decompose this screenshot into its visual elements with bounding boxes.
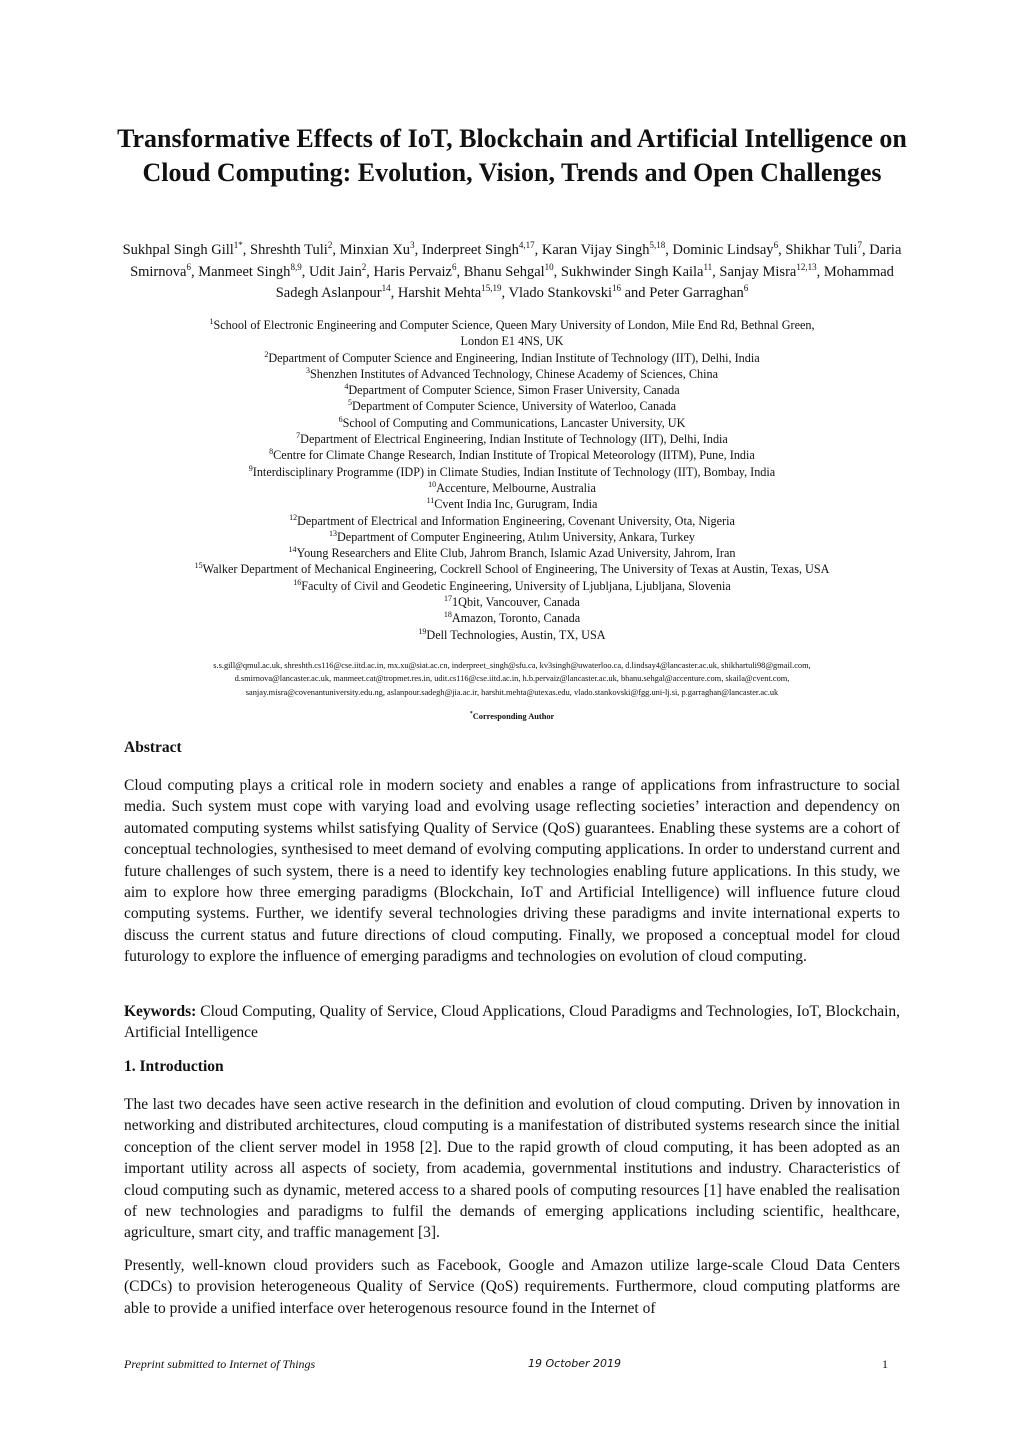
affiliation-text: 1Qbit, Vancouver, Canada (452, 595, 580, 610)
author-affiliation-mark: 16 (612, 283, 621, 294)
author-affiliation-mark: 1* (233, 240, 243, 251)
corresponding-mark: * (469, 711, 473, 717)
author-affiliation-mark: 11 (703, 261, 713, 272)
paper-title: Transformative Effects of IoT, Blockchain and Artificial Intelligence on Cloud Computing: Evolution, Vision, Trends and Open Challenges (117, 124, 907, 187)
affiliation-number: 15 (194, 561, 203, 571)
author-affiliation-mark: 2 (361, 261, 367, 272)
affiliation-line (110, 561, 914, 577)
affiliation-number: 10 (428, 479, 437, 489)
author-affiliation-mark: 15,19 (481, 283, 502, 294)
affiliation-line (110, 496, 914, 512)
affiliation-number: 12 (289, 512, 298, 522)
affiliation-text: Amazon, Toronto, Canada (451, 611, 581, 626)
affiliation-text: Department of Computer Science, University of Waterloo, Canada (351, 399, 677, 414)
author-conjunction: and (624, 285, 646, 301)
affiliation-text: School of Computing and Communications, Lancaster University, UK (342, 415, 686, 430)
author-name: Karan Vijay Singh (541, 242, 650, 258)
keywords (124, 1001, 900, 1044)
affiliation-number: 5 (347, 398, 352, 408)
affiliation-number: 18 (443, 610, 452, 620)
affiliation-text: Department of Computer Science and Engineering, Indian Institute of Technology (IIT), Delhi, India (268, 350, 760, 365)
keywords-label: Keywords: (124, 1003, 197, 1020)
author-affiliation-mark: 3 (410, 240, 415, 251)
affiliation-number: 9 (248, 463, 253, 473)
author-name: Harshit Mehta (397, 285, 482, 301)
affiliation-text: Walker Department of Mechanical Engineering, Cockrell School of Engineering, The University of Texas at Austin, Texas, USA (202, 562, 830, 577)
affiliation-number: 13 (328, 528, 337, 538)
affiliation-text: Centre for Climate Change Research, Indian Institute of Tropical Meteorology (IITM), Pune, India (273, 448, 755, 463)
affiliation-line (110, 627, 914, 643)
affiliation-line (110, 415, 914, 431)
email-list (100, 659, 924, 699)
affiliation-number: 6 (338, 414, 343, 424)
corresponding-label: Corresponding Author (472, 711, 555, 721)
author-affiliation-mark: 12,13 (796, 261, 817, 272)
author-affiliation-mark: 4,17 (518, 240, 535, 251)
author-name: Mohammad Sadegh Aslanpour (275, 263, 894, 301)
affiliation-line (110, 513, 914, 529)
footer-preprint-note: Preprint submitted to Internet of Things (124, 1357, 316, 1371)
affiliation-line (110, 480, 914, 496)
author-name: Sanjay Misra (719, 263, 797, 280)
page-number: 1 (882, 1357, 888, 1371)
author-name: Sukhwinder Singh Kaila (560, 263, 704, 280)
affiliation-text: Department of Computer Science, Simon Fraser University, Canada (348, 383, 680, 398)
author-affiliation-mark: 6 (773, 240, 779, 251)
affiliation-list (110, 317, 914, 643)
affiliation-number: 1 (209, 316, 214, 326)
abstract-text: Cloud computing plays a critical role in modern society and enables a range of applications from infrastructure to social media. Such system must cope with varying load and evolving usage reflecting societies’ interaction and dependency on automated computing systems whilst satisfying Quality of Service (QoS) guarantees. Enabling these systems are a cohort of conceptual technologies, synthesised to meet demand of evolving computing applications. In order to understand current and future challenges of such system, there is a need to identify key technologies enabling future applications. In this study, we aim to explore how three emerging paradigms (Blockchain, IoT and Artificial Intelligence) will influence future cloud computing systems. Further, we identify several technologies driving these paradigms and invite international experts to discuss the current status and future directions of cloud computing. Finally, we proposed a conceptual model for cloud futurology to explore the influence of emerging paradigms and technologies on evolution of cloud computing. (124, 777, 900, 966)
affiliation-line (110, 333, 914, 349)
email-line: d.smirnova@lancaster.ac.uk, manmeet.cat@tropmet.res.in, udit.cs116@cse.iitd.ac.in, h.b.pervaiz@lancaster.ac.uk, bhanu.sehgal@accenture.com, skaila@cvent.com, (234, 674, 790, 684)
affiliation-line (110, 610, 914, 626)
affiliation-text: Shenzhen Institutes of Advanced Technology, Chinese Academy of Sciences, China (309, 366, 718, 381)
introduction-heading: 1. Introduction (124, 1058, 224, 1075)
affiliation-text: Cvent India Inc, Gurugram, India (434, 497, 598, 512)
affiliation-text: Accenture, Melbourne, Australia (436, 480, 596, 495)
affiliation-text: Department of Computer Engineering, Atılım University, Ankara, Turkey (336, 529, 695, 544)
affiliation-text: Department of Electrical and Information Engineering, Covenant University, Ota, Nigeria (297, 513, 735, 528)
author-affiliation-mark: 6 (743, 283, 749, 294)
email-line: sanjay.misra@covenantuniversity.edu.ng, aslanpour.sadegh@jia.ac.ir, harshit.mehta@utexas.edu, vlado.stankovski@fgg.uni-lj.si, p.garraghan@lancaster.ac.uk (245, 687, 779, 697)
author-affiliation-mark: 10 (544, 261, 554, 272)
affiliation-text: Young Researchers and Elite Club, Jahrom Branch, Islamic Azad University, Jahrom, Iran (296, 546, 736, 561)
author-affiliation-mark: 5,18 (649, 240, 666, 251)
author-name: Manmeet Singh (198, 263, 291, 280)
affiliation-number: 16 (293, 577, 302, 587)
affiliation-number: 14 (288, 545, 297, 555)
author-name: Peter Garraghan (649, 285, 744, 301)
affiliation-number: 8 (269, 447, 274, 457)
affiliation-line (110, 578, 914, 594)
author-name: Vlado Stankovski (508, 285, 612, 301)
author-affiliation-mark: 8,9 (290, 261, 302, 272)
introduction-paragraph-1: The last two decades have seen active research in the definition and evolution of cloud computing. Driven by innovation in networking and distributed architectures, cloud computing is a manifestation of distributed systems research since the initial conception of the client server model in 1958 [2]. Due to the rapid growth of cloud computing, it has been adopted as an important utility across all aspects of society, from academia, governmental institutions and industry. Characteristics of cloud computing such as dynamic, metered access to a shared pools of computing resources [1] have enabled the realisation of new technologies and paradigms to fulfil the demands of emerging applications including scientific, healthcare, agriculture, smart city, and traffic management [3]. (124, 1096, 900, 1242)
affiliation-text: Department of Electrical Engineering, Indian Institute of Technology (IIT), Delhi, India (300, 432, 728, 447)
author-name: Sukhpal Singh Gill (122, 242, 234, 258)
affiliation-line (110, 382, 914, 398)
author-affiliation-mark: 6 (451, 261, 457, 272)
author-name: Udit Jain (308, 263, 362, 280)
affiliation-number: 17 (444, 593, 453, 603)
affiliation-line (110, 447, 914, 463)
affiliation-line (110, 366, 914, 382)
affiliation-text: Dell Technologies, Austin, TX, USA (426, 627, 606, 642)
author-name: Haris Pervaiz (373, 263, 452, 280)
corresponding-author-note (100, 711, 924, 721)
affiliation-line (110, 545, 914, 561)
affiliation-line (110, 594, 914, 610)
affiliation-number: 7 (296, 431, 301, 441)
author-name: Shikhar Tuli (785, 242, 858, 258)
affiliation-number: 2 (264, 349, 269, 359)
affiliation-number: 19 (418, 626, 427, 636)
abstract-heading: Abstract (124, 739, 182, 756)
affiliation-line (110, 350, 914, 366)
author-name: Minxian Xu (339, 242, 411, 258)
affiliation-text: Faculty of Civil and Geodetic Engineering, University of Ljubljana, Ljubljana, Slovenia (301, 578, 731, 593)
affiliation-number: 3 (305, 365, 310, 375)
author-name: Inderpreet Singh (421, 242, 519, 258)
keywords-text: Cloud Computing, Quality of Service, Cloud Applications, Cloud Paradigms and Technologies, IoT, Blockchain, Artificial Intelligence (124, 1003, 901, 1042)
author-name: Dominic Lindsay (672, 242, 774, 258)
author-affiliation-mark: 14 (381, 283, 391, 294)
affiliation-line (110, 464, 914, 480)
author-list: Sukhpal Singh Gill$^{1*}$, Shreshth Tuli$^2$, Minxian Xu$^3$, Inderpreet Singh$^{4,17}$, Karan Vijay Singh$^{5,18}$, Dominic Lindsay$^6$, Shikhar Tuli$^7$, Daria Smirnova$^6$, Manmeet Singh$^{8,9}$, Udit Jain$^2$, Haris Pervaiz$^6$, Bhanu Sehgal$^{10}$, Sukhwinder Singh Kaila$^{11}$, Sanjay Misra$^{12,13}$, Mohammad Sadegh Aslanpour$^{14}$, Harshit Mehta$^{15,19}$, Vlado Stankovski$^{16}$ and Peter Garraghan$^6$ (122, 240, 902, 301)
author-name: Shreshth Tuli (250, 242, 328, 258)
page-footer (124, 1357, 900, 1377)
footer-date: 19 October 2019 (528, 1357, 622, 1370)
affiliation-number: 11 (426, 496, 435, 506)
author-affiliation-mark: 2 (327, 240, 333, 251)
author-name: Daria Smirnova (130, 242, 902, 280)
affiliation-line (110, 431, 914, 447)
affiliation-line (110, 398, 914, 414)
affiliation-text: Interdisciplinary Programme (IDP) in Climate Studies, Indian Institute of Technology (IIT), Bombay, India (252, 464, 776, 479)
author-affiliation-mark: 6 (186, 261, 191, 272)
author-affiliation-mark: 7 (857, 240, 862, 251)
affiliation-text: London E1 4NS, UK (460, 334, 564, 349)
email-line: s.s.gill@qmul.ac.uk, shreshth.cs116@cse.iitd.ac.in, mx.xu@siat.ac.cn, inderpreet_singh@sfu.ca, kv3singh@uwaterloo.ca, d.lindsay4@lancaster.ac.uk, shikhartuli98@gmail.com, (213, 661, 811, 670)
affiliation-number: 4 (344, 382, 349, 392)
affiliation-line (110, 317, 914, 333)
affiliation-line (110, 529, 914, 545)
introduction-paragraph-2: Presently, well-known cloud providers such as Facebook, Google and Amazon utilize large-scale Cloud Data Centers (CDCs) to provision heterogeneous Quality of Service (QoS) requirements. Furthermore, cloud computing platforms are able to provide a unified interface over heterogenous resource found in the Internet of (124, 1257, 900, 1317)
author-name: Bhanu Sehgal (463, 263, 545, 280)
affiliation-text: School of Electronic Engineering and Computer Science, Queen Mary University of London, Mile End Rd, Bethnal Green, (213, 318, 815, 332)
